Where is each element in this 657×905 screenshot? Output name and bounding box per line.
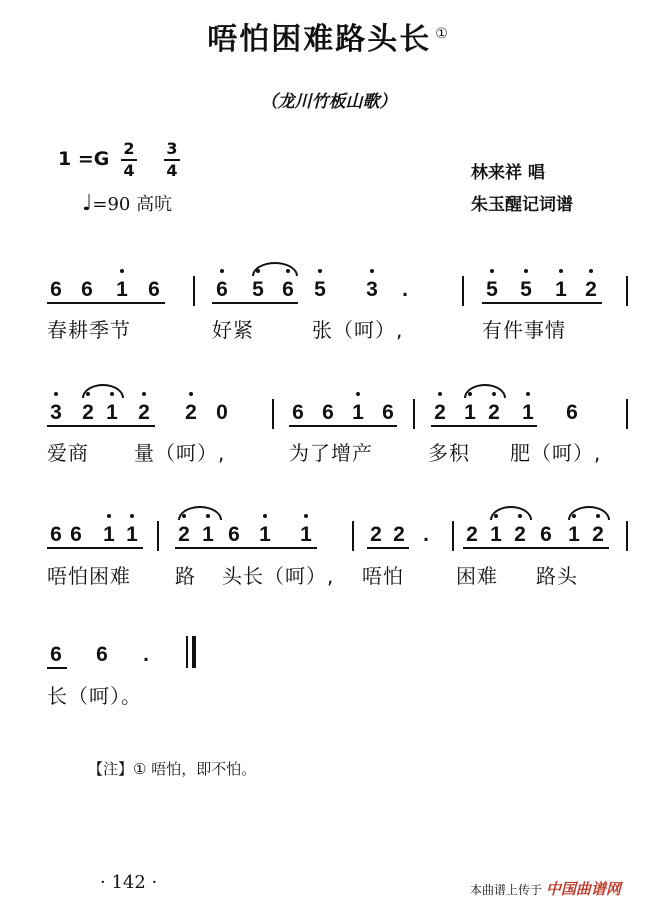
note: 1	[116, 278, 128, 301]
note: 6	[292, 401, 304, 424]
lyric: 路头	[536, 564, 578, 588]
note: 6	[50, 643, 62, 666]
note: 2	[178, 523, 190, 546]
note: 2	[434, 401, 446, 424]
lyric: 量（呵）,	[134, 441, 226, 465]
note: 6	[148, 278, 160, 301]
note: 2	[138, 401, 150, 424]
lyric: 多积	[428, 441, 470, 465]
lyric: 好紧	[212, 318, 254, 342]
note: 6	[566, 401, 578, 424]
note: 6	[50, 278, 62, 301]
note: 2	[185, 401, 197, 424]
note: 1	[106, 401, 118, 424]
lyric: 张（呵）,	[312, 318, 404, 342]
note: 6	[81, 278, 93, 301]
note: 6	[322, 401, 334, 424]
time-sig-den: 4	[123, 161, 135, 180]
note: 1	[202, 523, 214, 546]
note: 2	[82, 401, 94, 424]
lyric: 有件事情	[482, 318, 566, 342]
note: 2	[370, 523, 382, 546]
note: 6	[282, 278, 294, 301]
page-number: · 142 ·	[100, 872, 158, 893]
note: 5	[486, 278, 498, 301]
note: 2	[585, 278, 597, 301]
tempo-marking: ♩=90 高吭	[82, 191, 173, 216]
note: 2	[592, 523, 604, 546]
lyric: 爱商	[47, 441, 89, 465]
note: .	[402, 278, 408, 301]
credit-text: 本曲谱上传于	[470, 883, 543, 897]
lyric: 头长（呵）,	[222, 564, 335, 588]
time-signature-3-4	[164, 140, 180, 180]
notator-credit: 朱玉醒记词谱	[471, 195, 573, 215]
note: 1	[522, 401, 534, 424]
note: 1	[259, 523, 271, 546]
title-footnote-mark: ①	[435, 26, 450, 42]
note: 6	[382, 401, 394, 424]
note: 5	[314, 278, 326, 301]
note: 1	[464, 401, 476, 424]
lyric: 唔怕	[362, 564, 404, 588]
note: .	[143, 643, 149, 666]
note: 6	[228, 523, 240, 546]
site-logo: 中国曲谱网	[545, 880, 621, 898]
note: 2	[393, 523, 405, 546]
lyric: 唔怕困难	[47, 564, 131, 588]
time-signature-2-4	[121, 140, 137, 180]
note: 3	[366, 278, 378, 301]
time-sig-den: 4	[166, 161, 178, 180]
final-barline-thick	[192, 636, 196, 668]
note: 6	[70, 523, 82, 546]
note: 6	[50, 523, 62, 546]
quarter-note-icon: ♩	[82, 191, 93, 216]
note: 5	[252, 278, 264, 301]
note: 1	[126, 523, 138, 546]
note: 0	[216, 401, 228, 424]
singer-credit: 林来祥 唱	[471, 163, 545, 183]
lyric: 春耕季节	[47, 318, 131, 342]
note: 6	[96, 643, 108, 666]
lyric: 为了增产	[289, 441, 373, 465]
note: 1	[103, 523, 115, 546]
note: 6	[540, 523, 552, 546]
lyric: 路	[175, 564, 196, 588]
lyric: 困难	[456, 564, 498, 588]
note: 3	[50, 401, 62, 424]
lyric: 肥（呵）,	[510, 441, 602, 465]
song-title: 唔怕困难路头长 ①	[207, 22, 450, 57]
lyric: 长（呵）。	[47, 684, 142, 708]
upload-credit	[470, 878, 621, 899]
final-barline-thin	[186, 636, 188, 668]
note: 5	[520, 278, 532, 301]
note: 2	[514, 523, 526, 546]
song-subtitle: （龙川竹板山歌）	[260, 92, 397, 112]
note: 1	[490, 523, 502, 546]
note: 2	[466, 523, 478, 546]
note: 6	[216, 278, 228, 301]
note: 1	[555, 278, 567, 301]
footnote: 【注】① 唔怕，即不怕。	[88, 760, 257, 778]
note: .	[423, 523, 429, 546]
time-sig-num: 3	[166, 139, 178, 158]
note: 1	[568, 523, 580, 546]
time-sig-num: 2	[123, 139, 135, 158]
note: 1	[352, 401, 364, 424]
key-signature: 1 =G	[58, 148, 110, 170]
note: 1	[300, 523, 312, 546]
note: 2	[488, 401, 500, 424]
